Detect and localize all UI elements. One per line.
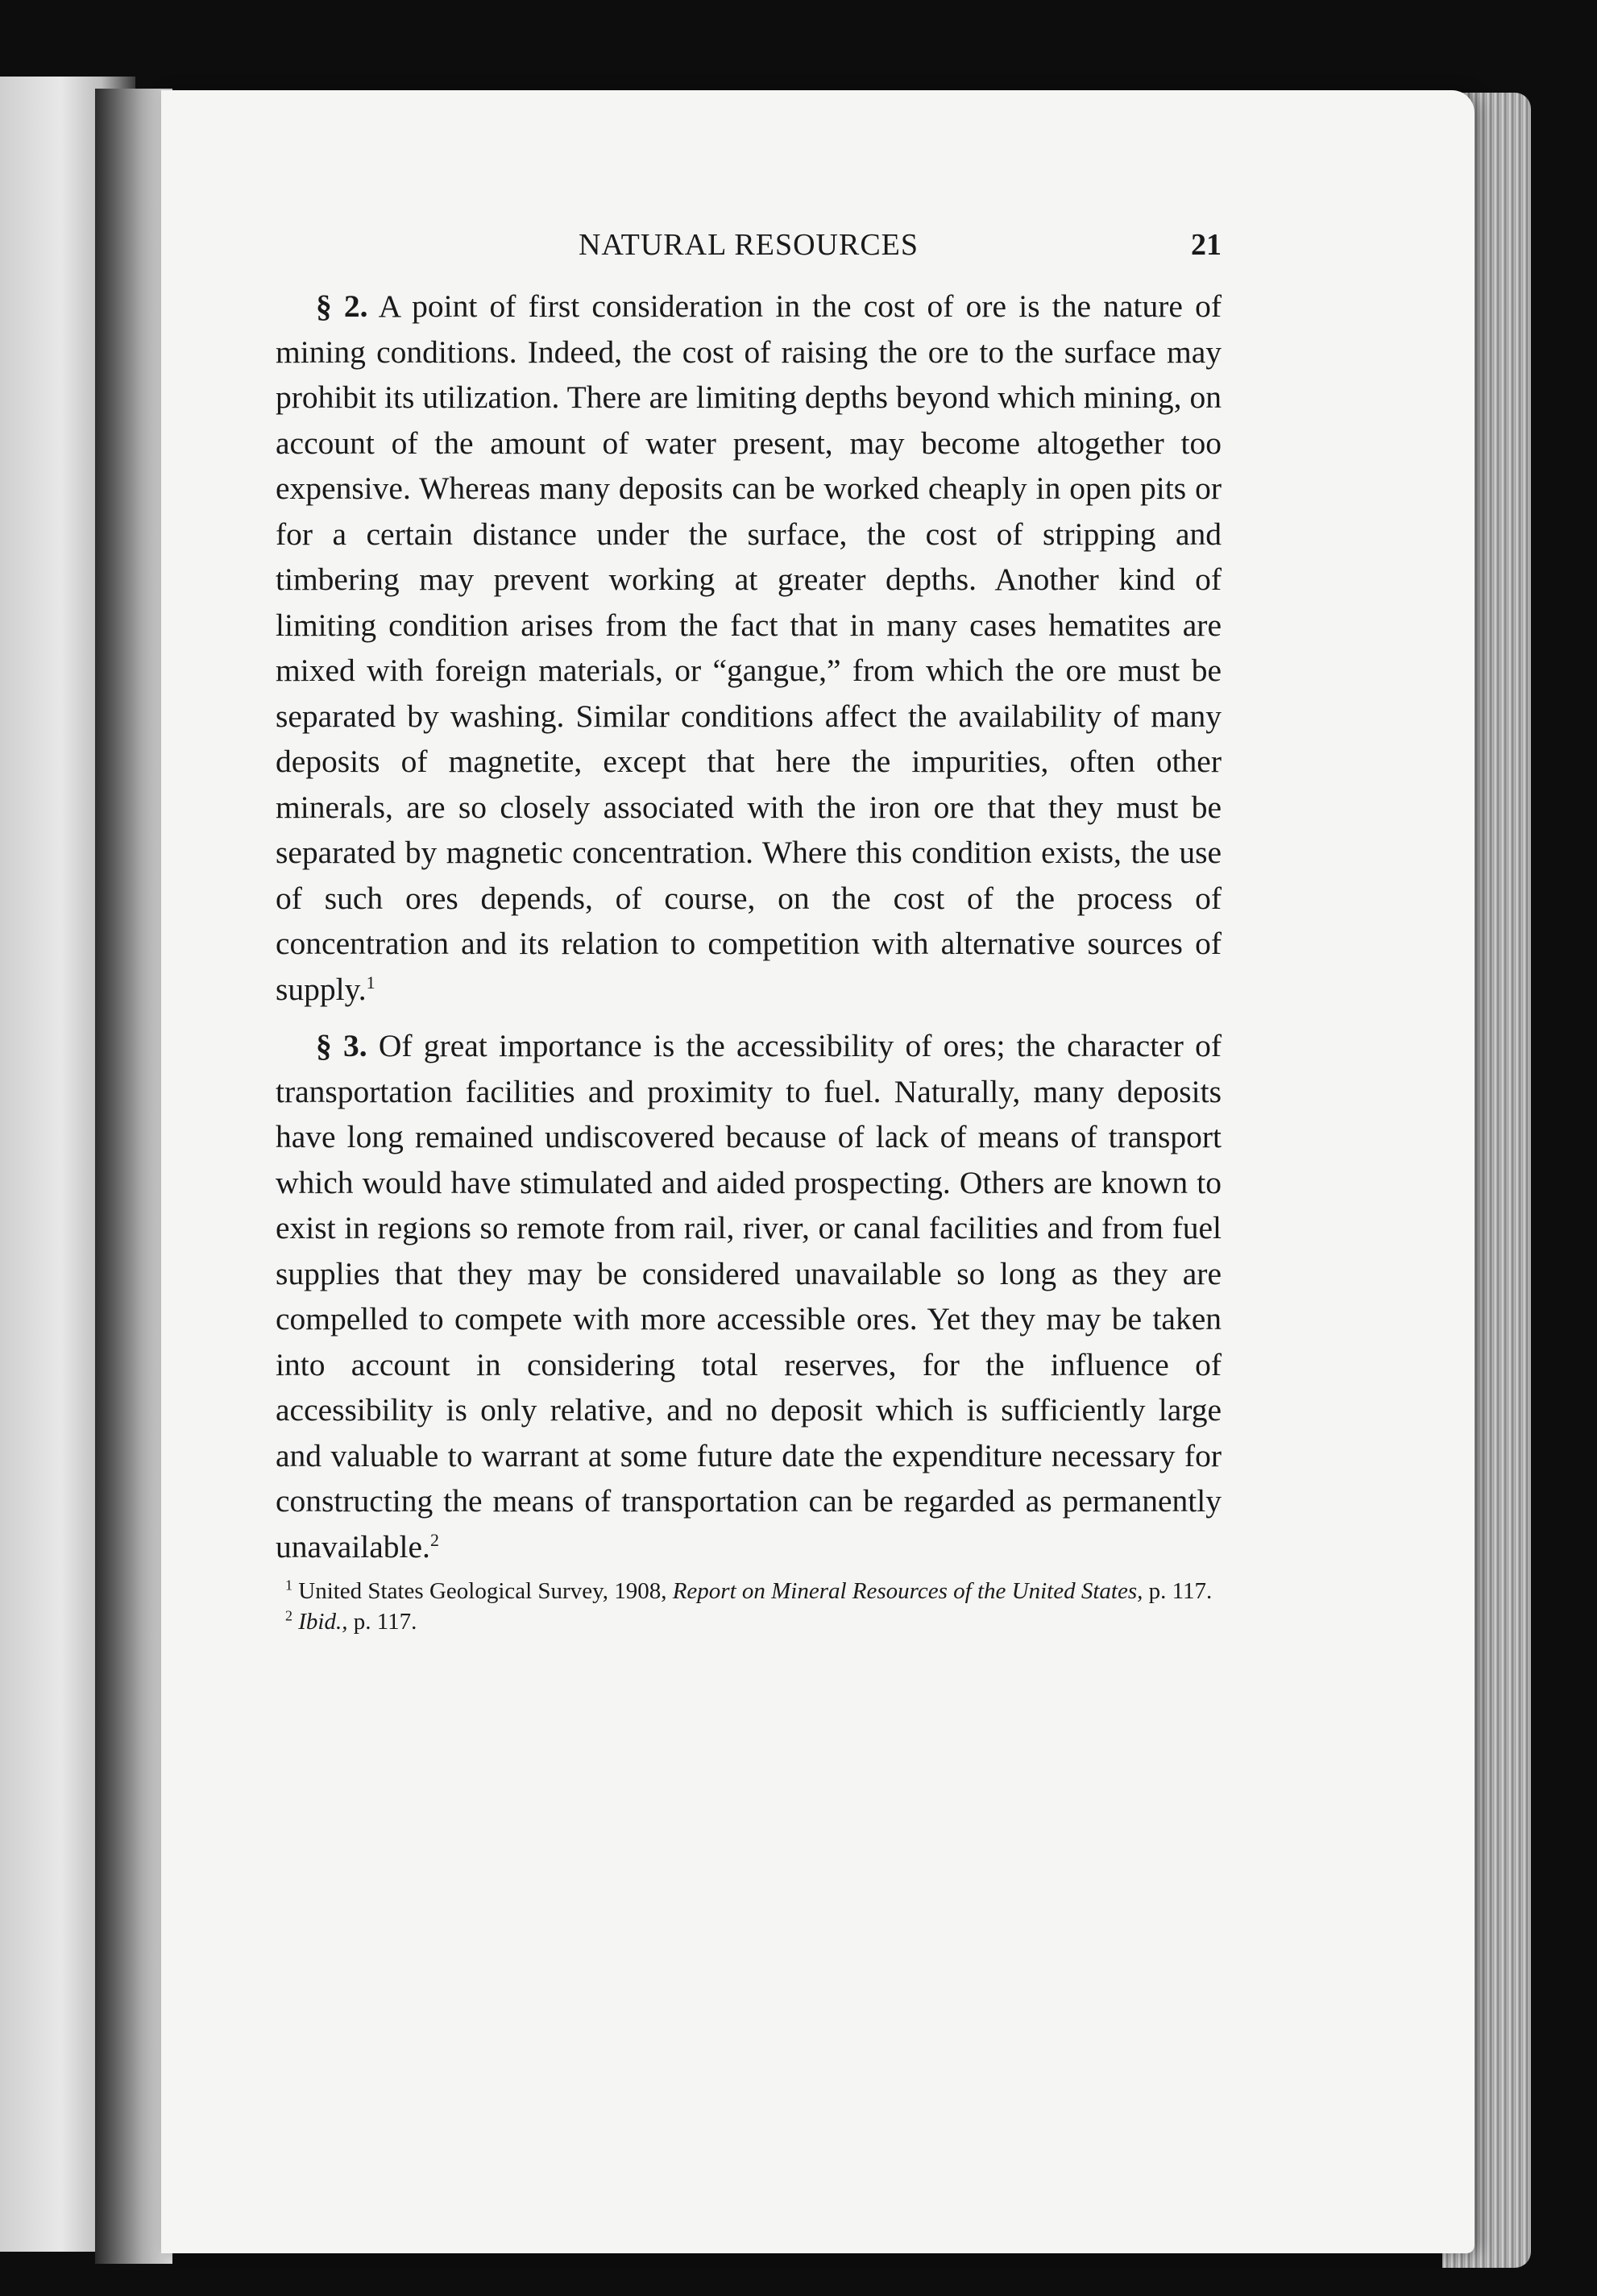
- section-marker: § 3.: [316, 1028, 367, 1063]
- footnote-1: [276, 1576, 1222, 1606]
- footnote-2: [276, 1606, 1222, 1637]
- book-page: [161, 90, 1475, 2253]
- paragraph-section-3: [276, 1023, 1222, 1569]
- footnote-page: p. 117.: [353, 1609, 417, 1635]
- footnote-mark: 2: [285, 1607, 292, 1624]
- paragraph-text: A point of first consideration in the cost of ore is the nature of mining conditions. Indeed, the cost of raising the ore to the surface may prohibit its utilization. There are limiting depths beyond which mining, on account of the amount of water present, may become altogether too expensive. Whereas many deposits can be worked cheaply in open pits or for a certain distance under the surface, the cost of stripping and timbering may prevent working at greater depths. Another kind of limiting condition arises from the fact that in many cases hematites are mixed with foreign materials, or “gangue,” from which the ore must be separated by washing. Similar conditions affect the availability of many deposits of magnetite, except that here the impurities, often other minerals, are so closely associated with the iron ore that they must be separated by magnetic concentration. Where this condition exists, the use of such ores depends, of course, on the cost of the process of concentration and its relation to competition with alternative sources of supply.: [276, 288, 1222, 1007]
- footnote-page: p. 117.: [1148, 1578, 1213, 1604]
- footnote-ref[interactable]: 1: [366, 972, 375, 993]
- page-header: [276, 227, 1222, 284]
- footnote-ref[interactable]: 2: [429, 1529, 439, 1550]
- section-marker: § 2.: [316, 288, 368, 324]
- footnote-text: United States Geological Survey, 1908,: [298, 1578, 667, 1604]
- paragraph-text: Of great importance is the accessibility of ores; the character of transportation facilities and proximity to fuel. Naturally, many deposits have long remained undiscovered because of lack of means of transport which would have stimulated and aided prospecting. Others are known to exist in regions so remote from rail, river, or canal facilities and from fuel supplies that they may be considered unavailable so long as they are compelled to compete with more accessible ores. Yet they may be taken into account in considering total reserves, for the influence of accessibility is only relative, and no deposit which is sufficiently large and valuable to warrant at some future date the expenditure necessary for constructing the means of transportation can be regarded as permanently unavailable.: [276, 1028, 1222, 1565]
- footnotes: [276, 1576, 1222, 1637]
- running-head: NATURAL RESOURCES: [578, 228, 919, 262]
- page-number: 21: [1191, 228, 1222, 262]
- paragraph-section-2: [276, 284, 1222, 1012]
- footnote-mark: 1: [285, 1577, 292, 1594]
- page-content: [276, 227, 1222, 1637]
- footnote-ibid: Ibid.,: [298, 1609, 348, 1635]
- footnote-title: Report on Mineral Resources of the United States,: [672, 1578, 1143, 1604]
